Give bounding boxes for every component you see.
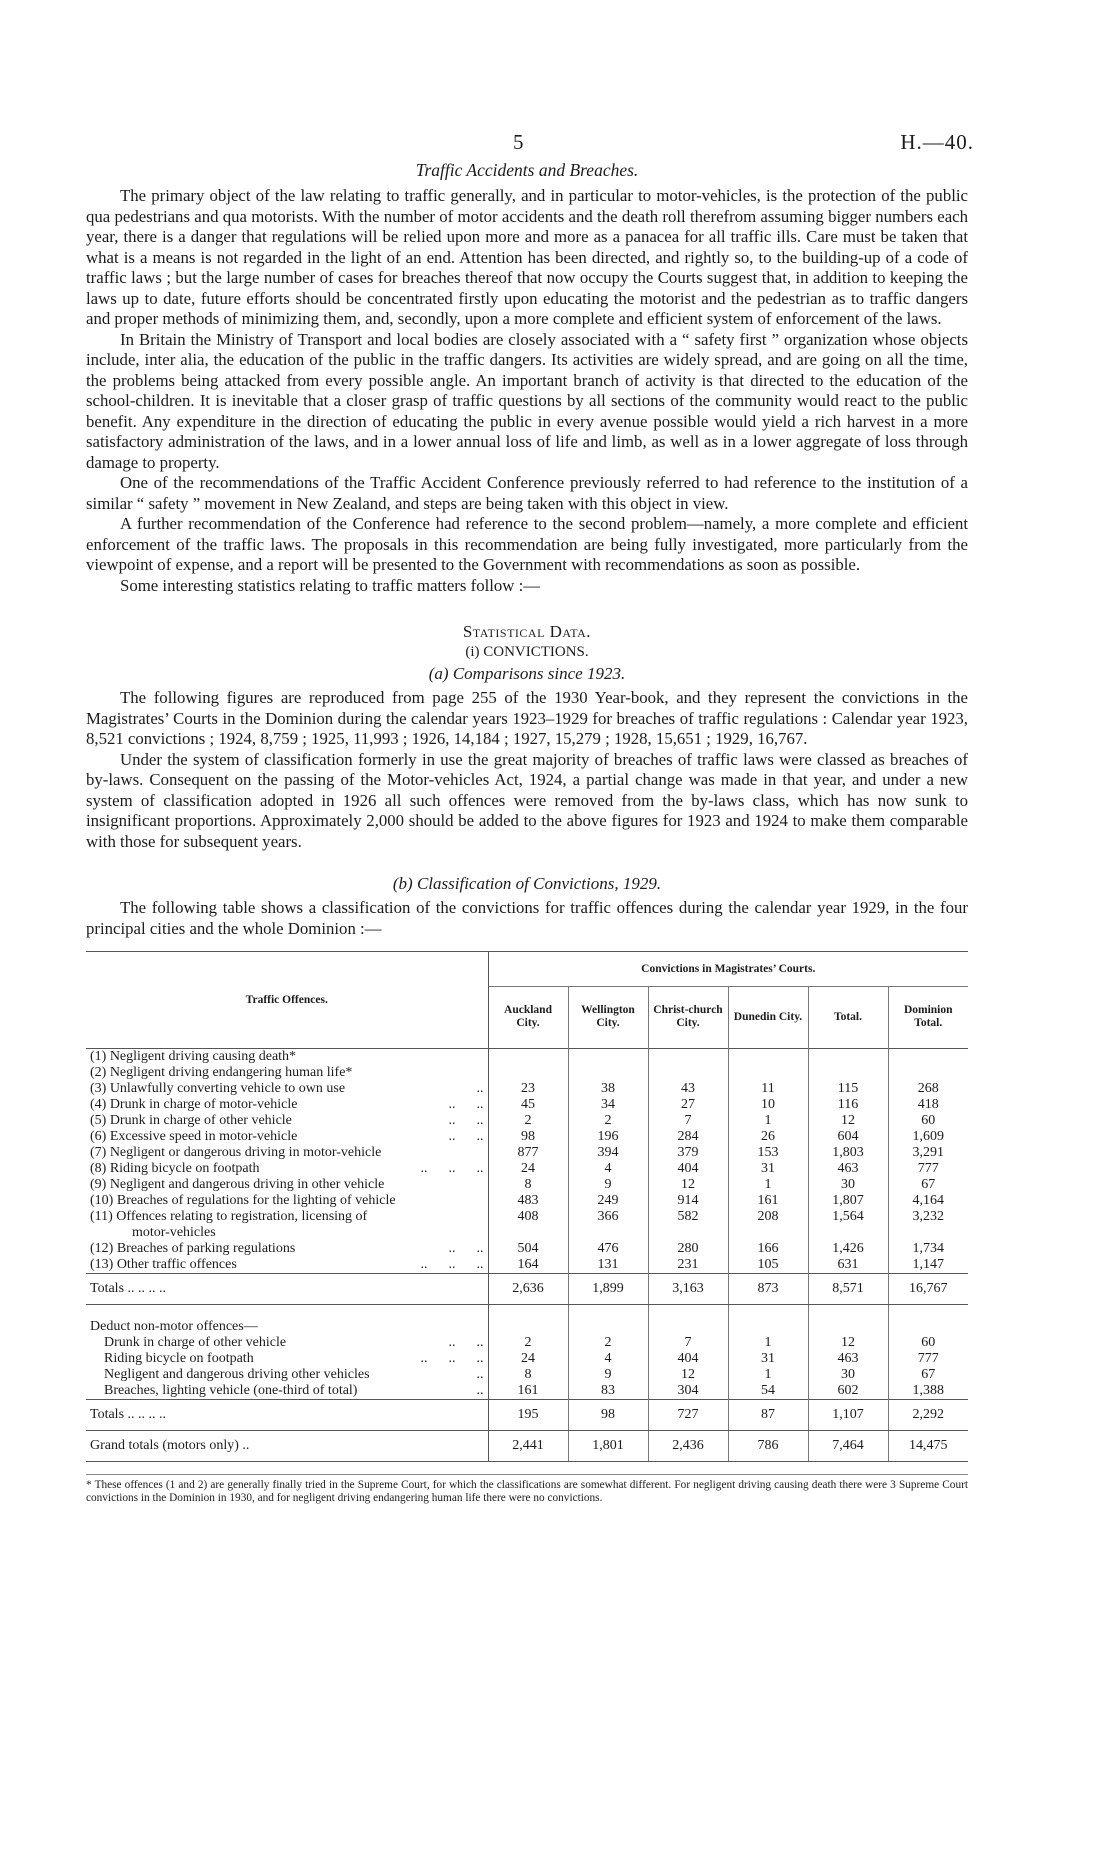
table-cell: 2 xyxy=(488,1113,568,1129)
table-cell xyxy=(488,1225,568,1241)
table-cell xyxy=(808,1225,888,1241)
table-cell: 914 xyxy=(648,1193,728,1209)
paragraph: The primary object of the law relating to traffic generally, and in particular to motor-vehicles, is the protection of the public qua pedestrians and qua motorists. With the number of motor accidents and the death roll therefrom assuming bigger numbers each year, there is a danger that regulations will be relied upon more and more as a panacea for all traffic ills. Care must be taken that what is a means is not regarded in the light of an end. Attention has been directed, and rightly so, to the building-up of a code of traffic laws ; but the large number of cases for breaches thereof that now occupy the Courts suggest that, in addition to keeping the laws up to date, future efforts should be concentrated firstly upon educating the motorist and the pedestrian as to traffic dangers and proper methods of minimizing them, and, secondly, upon a more complete and efficient system of enforcement of the laws. xyxy=(86,186,968,328)
table-cell: 7 xyxy=(648,1335,728,1351)
table-cell: 268 xyxy=(917,1081,939,1096)
table-row xyxy=(86,1225,968,1241)
column-header: Dunedin City. xyxy=(728,986,808,1048)
table-row xyxy=(86,1257,968,1274)
table-cell: 2,441 xyxy=(488,1431,568,1462)
table-cell: 2 xyxy=(488,1335,568,1351)
table-row xyxy=(86,1049,968,1066)
table-row xyxy=(86,1161,968,1177)
table-row xyxy=(86,1383,968,1400)
totals-section xyxy=(86,1274,968,1336)
table-cell: 16,767 xyxy=(888,1274,968,1305)
offence-label xyxy=(86,1209,488,1225)
table-row xyxy=(86,1209,968,1225)
table-cell xyxy=(888,1049,968,1066)
table-cell: 161 xyxy=(488,1383,568,1400)
deduct-rows xyxy=(86,1335,968,1400)
column-header: Wellington City. xyxy=(568,986,648,1048)
table-row xyxy=(86,1129,968,1145)
table-cell: 12 xyxy=(808,1113,888,1129)
table-cell: 195 xyxy=(488,1400,568,1431)
table-cell xyxy=(728,1225,808,1241)
offence-label-text: (7) Negligent or dangerous driving in motor-vehicle xyxy=(90,1145,382,1160)
table-row xyxy=(86,1081,968,1097)
column-header: Christ-church City. xyxy=(648,986,728,1048)
table-cell: 7,464 xyxy=(808,1431,888,1462)
table-cell xyxy=(888,1225,968,1241)
table-cell: 2 xyxy=(568,1113,648,1129)
table-cell: 60 xyxy=(921,1113,936,1128)
offence-label xyxy=(86,1065,488,1081)
table-cell: 366 xyxy=(568,1209,648,1225)
section-title: Traffic Accidents and Breaches. xyxy=(415,160,639,180)
offence-label xyxy=(86,1049,488,1066)
offence-label xyxy=(86,1335,488,1351)
leader-dots: .. .. xyxy=(448,1097,484,1112)
offence-label-text: (11) Offences relating to registration, licensing of xyxy=(90,1209,368,1224)
paragraph: A further recommendation of the Conference had reference to the second problem—namely, a more complete and efficient enforcement of the traffic laws. The proposals in this recommendation are being fully investigated, more particularly from the viewpoint of expense, and a report will be presented to the Government with recommendations as soon as possible. xyxy=(86,514,968,574)
table-cell: 873 xyxy=(728,1274,808,1305)
convictions-heading: (i) CONVICTIONS. xyxy=(465,644,589,660)
offence-label-text: Riding bicycle on footpath xyxy=(104,1351,254,1366)
table-cell: 67 xyxy=(921,1367,936,1382)
paragraph: Under the system of classification formerly in use the great majority of breaches of traffic laws were classed as breaches of by-laws. Consequent on the passing of the Motor-vehicles Act, 1924, a partial change was made in that year, and under a new system of classification adopted in 1926 all such offences were removed from the by-laws class, which has now sunk to insignificant proportions. Approximately 2,000 should be added to the above figures for 1923 and 1924 to make them comparable with those for subsequent years. xyxy=(86,749,968,851)
table-cell xyxy=(808,1065,888,1081)
offence-column-header: Traffic Offences. xyxy=(86,952,488,1049)
table-cell: 604 xyxy=(808,1129,888,1145)
table-cell: 26 xyxy=(728,1129,808,1145)
table-cell: 11 xyxy=(728,1081,808,1097)
offence-label-text: (9) Negligent and dangerous driving in other vehicle xyxy=(90,1177,385,1192)
paragraph: The following figures are reproduced from page 255 of the 1930 Year-book, and they represent the convictions in the Magistrates’ Courts in the Dominion during the calendar years 1923–1929 for breaches of traffic regulations : Calendar year 1923, 8,521 convictions ; 1924, 8,759 ; 1925, 11,993 ; 1926, 14,184 ; 1927, 15,279 ; 1928, 15,651 ; 1929, 16,767. xyxy=(86,688,968,748)
leader-dots: .. .. xyxy=(448,1335,484,1350)
table-cell: 10 xyxy=(728,1097,808,1113)
table-cell xyxy=(648,1225,728,1241)
column-header: Total. xyxy=(808,986,888,1048)
column-header: Dominion Total. xyxy=(903,1004,953,1030)
table-cell: 12 xyxy=(648,1177,728,1193)
table-row xyxy=(86,1193,968,1209)
table-cell: 777 xyxy=(917,1161,939,1176)
table-cell: 8 xyxy=(488,1367,568,1383)
deduct-totals-label: Totals .. .. .. .. xyxy=(86,1400,488,1431)
totals-label: Totals .. .. .. .. xyxy=(86,1274,488,1305)
classification-heading: (b) Classification of Convictions, 1929. xyxy=(392,874,662,893)
table-cell xyxy=(648,1049,728,1066)
final-totals xyxy=(86,1400,968,1462)
table-intro: The following table shows a classification of the convictions for traffic offences during the calendar year 1929, in the four principal cities and the whole Dominion :— xyxy=(86,898,968,938)
table-cell: 504 xyxy=(488,1241,568,1257)
table-cell: 153 xyxy=(728,1145,808,1161)
table-cell: 602 xyxy=(808,1383,888,1400)
offence-label xyxy=(86,1097,488,1113)
table-cell: 727 xyxy=(648,1400,728,1431)
table-cell: 7 xyxy=(648,1113,728,1129)
table-cell: 1,564 xyxy=(808,1209,888,1225)
table-cell: 1,388 xyxy=(912,1383,944,1398)
table-cell xyxy=(568,1049,648,1066)
table-cell: 408 xyxy=(488,1209,568,1225)
table-cell: 4,164 xyxy=(912,1193,944,1208)
table-cell: 34 xyxy=(568,1097,648,1113)
intro-paragraphs xyxy=(86,186,968,596)
offence-label xyxy=(86,1225,488,1241)
offence-label xyxy=(86,1145,488,1161)
offence-label xyxy=(86,1351,488,1367)
offence-label-text: (8) Riding bicycle on footpath xyxy=(90,1161,260,1176)
paragraph: In Britain the Ministry of Transport and local bodies are closely associated with a “ safety first ” organization whose objects include, inter alia, the education of the public in the traffic dangers. Its activities are widely spread, and are going on all the time, the problems being attacked from every possible angle. An important branch of activity is that directed to the education of the school-children. It is inevitable that a closer grasp of traffic questions by all sections of the community would react to the public benefit. Any expenditure in the direction of educating the public in every avenue possible would yield a rich harvest in a more satisfactory administration of the laws, and in a lower annual loss of life and limb, as well as in a lower aggregate of loss through damage to property. xyxy=(86,329,968,472)
table-cell xyxy=(648,1065,728,1081)
table-cell: 786 xyxy=(728,1431,808,1462)
table-cell: 24 xyxy=(488,1351,568,1367)
totals-row xyxy=(86,1274,968,1305)
table-cell: 208 xyxy=(728,1209,808,1225)
table-cell: 1 xyxy=(728,1335,808,1351)
leader-dots: .. xyxy=(476,1367,484,1382)
table-cell: 231 xyxy=(648,1257,728,1274)
table-cell: 131 xyxy=(568,1257,648,1274)
offence-label-text: (3) Unlawfully converting vehicle to own use xyxy=(90,1081,346,1096)
offence-label-text: Drunk in charge of other vehicle xyxy=(104,1335,287,1350)
table-cell: 404 xyxy=(648,1351,728,1367)
deduct-heading: Deduct non-motor offences— xyxy=(86,1319,488,1335)
table-cell: 161 xyxy=(728,1193,808,1209)
table-cell: 12 xyxy=(808,1335,888,1351)
table-cell: 14,475 xyxy=(888,1431,968,1462)
table-cell: 98 xyxy=(488,1129,568,1145)
offence-label-text: motor-vehicles xyxy=(132,1225,216,1240)
table-cell: 98 xyxy=(568,1400,648,1431)
table-cell xyxy=(568,1225,648,1241)
grand-totals-label: Grand totals (motors only) .. xyxy=(86,1431,488,1462)
table-cell: 280 xyxy=(648,1241,728,1257)
table-cell: 9 xyxy=(568,1367,648,1383)
offence-label xyxy=(86,1081,488,1097)
table-cell: 3,291 xyxy=(912,1145,944,1160)
table-cell: 67 xyxy=(921,1177,936,1192)
table-cell: 3,232 xyxy=(912,1209,944,1224)
table-row xyxy=(86,1351,968,1367)
table-cell xyxy=(488,1049,568,1066)
table-cell: 23 xyxy=(488,1081,568,1097)
leader-dots: .. xyxy=(476,1383,484,1398)
deduct-heading-row xyxy=(86,1319,968,1335)
page-header xyxy=(86,0,974,160)
table-cell: 3,163 xyxy=(648,1274,728,1305)
offence-label-text: Breaches, lighting vehicle (one-third of total) xyxy=(104,1383,358,1398)
offence-label xyxy=(86,1257,488,1274)
footnote: * These offences (1 and 2) are generally finally tried in the Supreme Court, for which the classifications are somewhat different. For negligent driving causing death there were 3 Supreme Court convictions in the Dominion in 1930, and for negligent driving endangering human life there were no convictions. xyxy=(86,1474,968,1504)
table-cell: 8,571 xyxy=(808,1274,888,1305)
table-cell: 1 xyxy=(728,1367,808,1383)
page-number: 5 xyxy=(513,130,524,154)
table-cell: 54 xyxy=(728,1383,808,1400)
table-cell: 24 xyxy=(488,1161,568,1177)
leader-dots: .. .. .. xyxy=(420,1161,484,1176)
table-cell: 60 xyxy=(921,1335,936,1350)
table-cell: 1,899 xyxy=(568,1274,648,1305)
table-cell: 1,803 xyxy=(808,1145,888,1161)
table-cell: 9 xyxy=(568,1177,648,1193)
table-cell: 1,801 xyxy=(568,1431,648,1462)
table-cell: 631 xyxy=(808,1257,888,1274)
deduct-totals-row xyxy=(86,1400,968,1431)
table-row xyxy=(86,1335,968,1351)
offence-label-text: (13) Other traffic offences xyxy=(90,1257,237,1272)
convictions-table xyxy=(86,951,968,1462)
document-page xyxy=(86,0,974,1504)
table-cell: 1,609 xyxy=(912,1129,944,1144)
table-cell xyxy=(888,1065,968,1081)
table-cell: 31 xyxy=(728,1161,808,1177)
table-cell: 83 xyxy=(568,1383,648,1400)
table-cell: 483 xyxy=(488,1193,568,1209)
table-cell: 2,636 xyxy=(488,1274,568,1305)
table-cell: 284 xyxy=(648,1129,728,1145)
offence-label xyxy=(86,1161,488,1177)
table-cell: 877 xyxy=(488,1145,568,1161)
leader-dots: .. xyxy=(476,1081,484,1096)
table-cell: 4 xyxy=(568,1161,648,1177)
leader-dots: .. .. xyxy=(448,1113,484,1128)
table-cell: 87 xyxy=(728,1400,808,1431)
table-cell: 105 xyxy=(728,1257,808,1274)
offence-label-text: (10) Breaches of regulations for the lighting of vehicle xyxy=(90,1193,396,1208)
table-cell: 8 xyxy=(488,1177,568,1193)
table-cell: 777 xyxy=(917,1351,939,1366)
table-row xyxy=(86,1113,968,1129)
table-cell: 582 xyxy=(648,1209,728,1225)
table-cell: 1,147 xyxy=(912,1257,944,1272)
table-cell: 1 xyxy=(728,1177,808,1193)
table-cell: 27 xyxy=(648,1097,728,1113)
offence-label-text: (6) Excessive speed in motor-vehicle xyxy=(90,1129,298,1144)
table-cell: 31 xyxy=(728,1351,808,1367)
table-cell: 164 xyxy=(488,1257,568,1274)
table-cell: 115 xyxy=(808,1081,888,1097)
comparisons-heading: (a) Comparisons since 1923. xyxy=(428,664,626,683)
table-cell: 4 xyxy=(568,1351,648,1367)
table-row xyxy=(86,1145,968,1161)
leader-dots: .. .. .. xyxy=(420,1351,484,1366)
table-row xyxy=(86,1367,968,1383)
table-cell: 463 xyxy=(808,1161,888,1177)
table-cell xyxy=(728,1065,808,1081)
offence-label xyxy=(86,1241,488,1257)
table-cell xyxy=(488,1065,568,1081)
table-cell xyxy=(808,1049,888,1066)
offence-label-text: (4) Drunk in charge of motor-vehicle xyxy=(90,1097,298,1112)
table-cell: 1,107 xyxy=(808,1400,888,1431)
table-cell: 1,807 xyxy=(808,1193,888,1209)
table-row xyxy=(86,1177,968,1193)
offence-label xyxy=(86,1367,488,1383)
table-cell: 2,436 xyxy=(648,1431,728,1462)
leader-dots: .. .. xyxy=(448,1129,484,1144)
offence-label xyxy=(86,1383,488,1400)
table-cell: 249 xyxy=(568,1193,648,1209)
table-cell: 30 xyxy=(808,1177,888,1193)
table-cell xyxy=(568,1065,648,1081)
offence-label-text: (5) Drunk in charge of other vehicle xyxy=(90,1113,292,1128)
table-cell: 38 xyxy=(568,1081,648,1097)
offence-label xyxy=(86,1177,488,1193)
table-cell: 1,426 xyxy=(808,1241,888,1257)
table-cell: 304 xyxy=(648,1383,728,1400)
table-cell: 43 xyxy=(648,1081,728,1097)
offence-label-text: (2) Negligent driving endangering human life* xyxy=(90,1065,353,1080)
table-cell: 116 xyxy=(808,1097,888,1113)
offence-label-text: (12) Breaches of parking regulations xyxy=(90,1241,296,1256)
leader-dots: .. .. .. xyxy=(420,1257,484,1272)
table-cell: 166 xyxy=(728,1241,808,1257)
grand-totals-row xyxy=(86,1431,968,1462)
column-header: Auckland City. xyxy=(488,986,568,1048)
table-cell: 2 xyxy=(568,1335,648,1351)
courts-group-header: Convictions in Magistrates’ Courts. xyxy=(488,952,968,987)
table-row xyxy=(86,1065,968,1081)
table-cell: 379 xyxy=(648,1145,728,1161)
offence-label xyxy=(86,1129,488,1145)
table-cell: 1 xyxy=(728,1113,808,1129)
table-cell: 404 xyxy=(648,1161,728,1177)
table-cell: 1,734 xyxy=(912,1241,944,1256)
paragraph: Some interesting statistics relating to traffic matters follow :— xyxy=(120,575,541,595)
table-cell: 30 xyxy=(808,1367,888,1383)
paragraph: One of the recommendations of the Traffic Accident Conference previously referred to had reference to the institution of a similar “ safety ” movement in New Zealand, and steps are being taken with this object in view. xyxy=(86,473,968,513)
table-row xyxy=(86,1097,968,1113)
offence-label-text: (1) Negligent driving causing death* xyxy=(90,1049,297,1064)
table-cell: 476 xyxy=(568,1241,648,1257)
offence-label-text: Negligent and dangerous driving other vehicles xyxy=(104,1367,370,1382)
table-cell xyxy=(728,1049,808,1066)
table-cell: 12 xyxy=(648,1367,728,1383)
offence-label xyxy=(86,1113,488,1129)
leader-dots: .. .. xyxy=(448,1241,484,1256)
table-cell: 463 xyxy=(808,1351,888,1367)
table-cell: 196 xyxy=(568,1129,648,1145)
table-cell: 2,292 xyxy=(888,1400,968,1431)
statistical-data-heading: Statistical Data. xyxy=(462,622,592,641)
table-cell: 394 xyxy=(568,1145,648,1161)
table-cell: 418 xyxy=(917,1097,939,1112)
table-cell: 45 xyxy=(488,1097,568,1113)
table-row xyxy=(86,1241,968,1257)
offence-rows xyxy=(86,1049,968,1274)
document-reference: H.—40. xyxy=(900,130,974,154)
offence-label xyxy=(86,1193,488,1209)
